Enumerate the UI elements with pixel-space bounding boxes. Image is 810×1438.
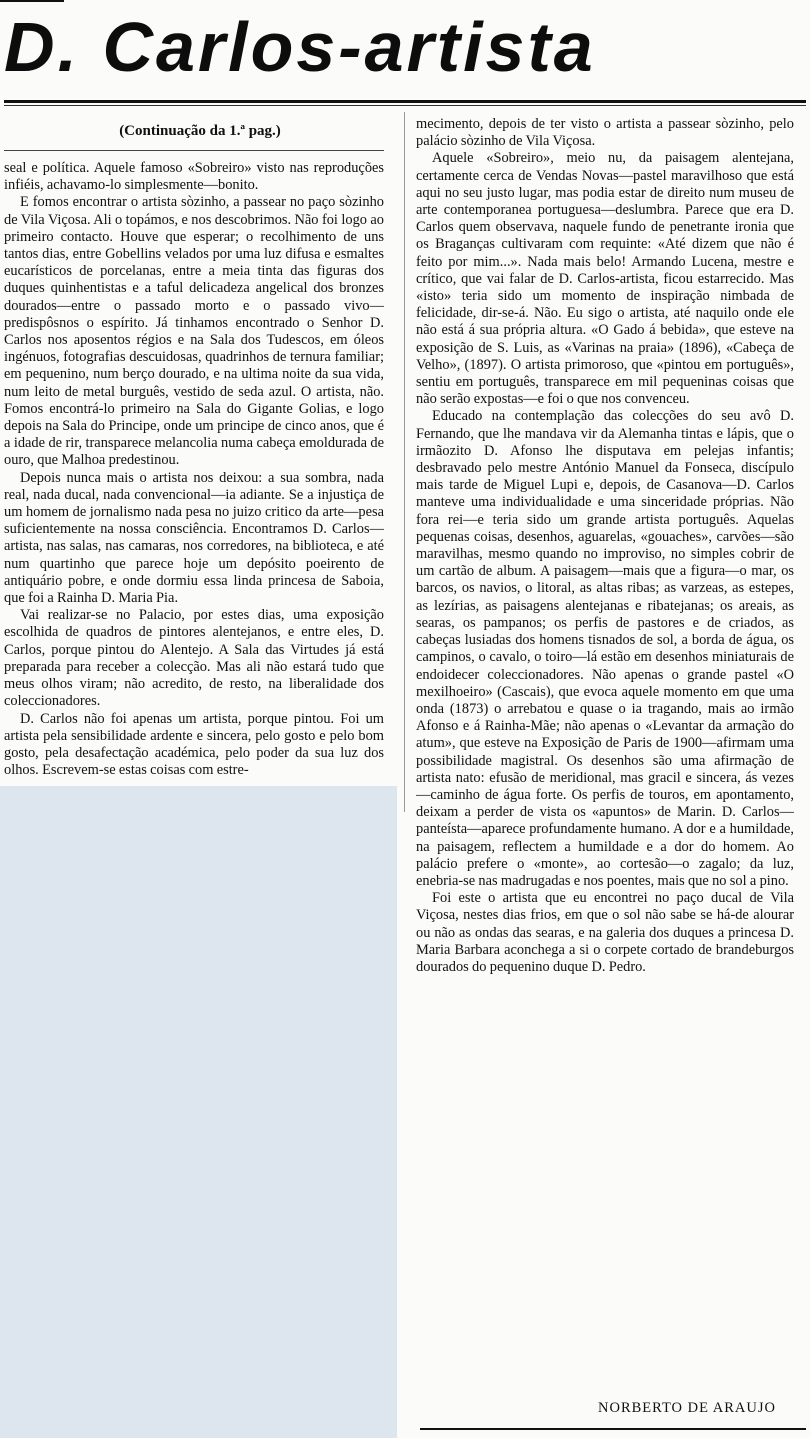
article-headline: D. Carlos-artista	[4, 8, 596, 86]
paragraph: Vai realizar-se no Palacio, por estes dias, uma exposição escolhida de quadros de pintores alentejanos, e entre eles, D. Carlos, porque pintou do Alentejo. A Sala das Virtudes já está preparada para receber a colecção. Mas ali não estará tudo que meus olhos viram; não acredito, de resto, na liberalidade dos coleccionadores.	[4, 607, 384, 710]
right-column	[416, 116, 794, 1416]
left-column	[4, 160, 384, 780]
blank-area	[0, 786, 397, 1438]
continuation-rule	[4, 150, 384, 151]
continuation-note: (Continuação da 1.ª pag.)	[119, 123, 281, 139]
paragraph: Depois nunca mais o artista nos deixou: a sua sombra, nada real, nada ducal, nada convencional—ia adiante. Se a injustiça de um homem de jornalismo nada pesa no juizo critico da arte—pesa suficientemente na nossa consciência. Encontramos D. Carlos—artista, nas salas, nas camaras, nos corredores, na biblioteca, e até num quartinho que parece hoje um depósito poeirento de antiquário pobre, e onde dormiu essa linda princesa de Saboia, que foi a Rainha D. Maria Pia.	[4, 469, 384, 607]
paragraph: mecimento, depois de ter visto o artista a passear sòzinho, pelo palácio sòzinho de Vila Viçosa.	[416, 116, 794, 150]
column-separator	[404, 112, 405, 812]
paragraph: E fomos encontrar o artista sòzinho, a passear no paço sòzinho de Vila Viçosa. Ali o topámos, e nos descobrimos. Não foi logo ao primeiro contacto. Houve que esperar; o recolhimento de uns tantos dias, entre Gobellins velados por uma luz difusa e esmaltes eucarísticos de porcelanas, entre a meia tinta das figuras dos duques quinhentistas e a taful delicadeza angelical dos bronzes dourados—entre o passado morto e o passado vivo—predispôsnos o espírito. Já tinhamos encontrado o Senhor D. Carlos nos aposentos régios e na Sala dos Tudescos, em óleos ingénuos, fotografias descuidosas, quadrinhos de ternura familiar; em pequenino, num berço dourado, e na ultima noite da sua vida, num leito de metal burguês, vestido de seda azul. O artista, não. Fomos encontrá-lo primeiro na Sala do Gigante Golias, e logo depois na Sala do Principe, onde um principe de cinco anos, que é a idade de rir, transparece melancolia numa cabeça emoldurada de ouro, que Malhoa predestinou.	[4, 194, 384, 469]
paragraph: Educado na contemplação das colecções do seu avô D. Fernando, que lhe mandava vir da Alemanha tintas e lápis, que o irmãozito D. Afonso lhe disputava em pelejas infantis; desbravado pelo mestre António Manuel da Fonseca, discípulo mais tarde de Miguel Lupi e, depois, de Casanova—D. Carlos manteve uma individualidade e uma sinceridade próprias. Não fora rei—e teria sido um grande artista português. Aquelas pequenas coisas, desenhos, aguarelas, «gouaches», carvões—são maravilhas, mesmo quando no improviso, no simples cobrir de um cartão de album. A paisagem—mais que a figura—o mar, os barcos, os navios, o litoral, as altas ribas; as varzeas, as estepes, as lezírias, as paisagens alentejanas e ribatejanas; os areais, as searas, os pampanos; os perfis de pastores e de criados, as cabeças lusiadas dos homens tisnados de sol, a borda de água, os campinos, o cavalo, o toiro—lá estão em desenhos miniaturais de endoidecer coleccionadores. Não apenas o grande pastel «O mexilhoeiro» (Cascais), que evoca aquele momento em que uma onda (1873) o arrebatou e quase o ia tragando, mais ao irmão Afonso e á Rainha-Mãe; não apenas o «Levantar da armação do atum», que esteve na Exposição de Paris de 1900—afirmam uma possibilidade magistral. Os desenhos são uma afirmação de artista nato: efusão de meridional, mas gracil e sincera, ás vezes—caminho de água forte. Os perfis de touros, em apontamento, deixam a perder de vista os «apuntos» de Marin. D. Carlos—panteísta—aparece profundamente humano. A dor e a humildade, na paisagem, reflectem a humildade e a dor do homem. Ao palácio prefere o «monte», ao cortesão—o zagalo; da luz, enebria-se nas madrugadas e nos poentes, mais que no sol a pino.	[416, 408, 794, 889]
bottom-rule	[420, 1428, 806, 1430]
paragraph: seal e política. Aquele famoso «Sobreiro» visto nas reproduções infiéis, achavamo-lo simplesmente—bonito.	[4, 160, 384, 194]
author-signature: NORBERTO DE ARAUJO	[598, 1400, 776, 1416]
paragraph: Foi este o artista que eu encontrei no paço ducal de Vila Viçosa, nestes dias frios, em que o sol não sabe se há-de alourar ou não as ondas das searas, e na galeria dos duques a princesa D. Maria Barbara aconchega a si o corpete cortado de brandeburgos dourados do pequenino duque D. Pedro.	[416, 890, 794, 975]
paragraph: D. Carlos não foi apenas um artista, porque pintou. Foi um artista pela sensibilidade ardente e sincera, pelo gosto e pelo bom gosto, pela desafectação académica, pelo poder da sua luz dos olhos. Escrevem-se estas coisas com estre-	[4, 710, 384, 779]
paragraph: Aquele «Sobreiro», meio nu, da paisagem alentejana, certamente cerca de Vendas Novas—pastel maravilhoso que está aqui no seu justo lugar, mas podia estar de direito num museu de arte contemporanea portuguesa—deslumbra. Parece que era D. Carlos quem observava, naquele fundo de penetrante ironia que os Braganças cultivaram com requinte: «Até dizem que não é feito por mim...». Nada mais belo! Armando Lucena, mestre e crítico, que vai falar de D. Carlos-artista, ficou estarrecido. Mas «isto» teria sido um momento de inspiração nimbada de felicidade, dir-se-á. Não. Eu sigo o artista, até naquilo onde ele não está á sua própria altura. «O Gado á bebida», que esteve na exposição de S. Luis, as «Varinas na praia» (1896), «Cabeça de Velho», (1897). O artista primoroso, que «pintou em português», sentiu em português, transparece em mil pequeninas coisas que não serão expostas—e foi o que nos convenceu.	[416, 150, 794, 408]
headline-rule-thin	[4, 105, 806, 106]
headline-rule	[4, 100, 806, 103]
